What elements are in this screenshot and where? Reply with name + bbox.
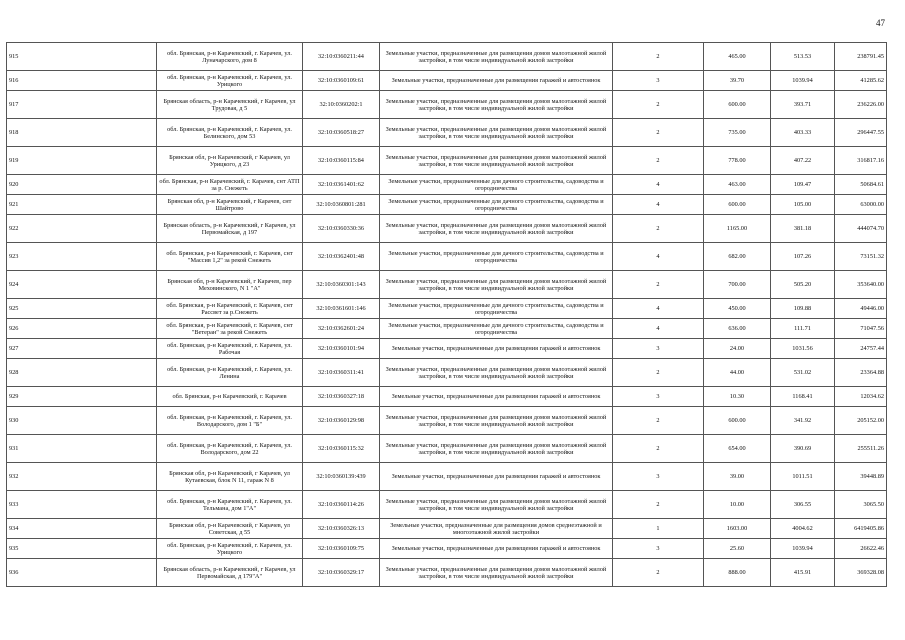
category-cell: 1 — [613, 519, 704, 539]
category-cell: 2 — [613, 407, 704, 435]
cadastral-number-cell: 32:10:0360301:143 — [303, 271, 380, 299]
category-cell: 3 — [613, 339, 704, 359]
address-cell: Брянская область, р-н Карачевский, г Карачев, ул Первомайская, д 197 — [157, 215, 303, 243]
unit-value-cell: 381.18 — [771, 215, 835, 243]
cadastral-value-cell: 26622.46 — [835, 539, 887, 559]
row-number: 923 — [7, 243, 157, 271]
cadastral-value-cell: 73151.32 — [835, 243, 887, 271]
cadastral-value-cell: 50684.61 — [835, 175, 887, 195]
address-cell: обл. Брянская, р-н Карачевский, г. Карачев, ул. Володарского, дом 1 "Б" — [157, 407, 303, 435]
area-cell: 700.00 — [704, 271, 771, 299]
cadastral-value-cell: 23364.88 — [835, 359, 887, 387]
land-use-cell: Земельные участки, предназначенные для размещения домов малоэтажной жилой застройки, в том числе индивидуальной жилой застройки — [380, 435, 613, 463]
row-number: 932 — [7, 463, 157, 491]
category-cell: 3 — [613, 71, 704, 91]
address-cell: Брянская обл, р-н Карачевский, г Карачев, пер Меховинского, N 1 "А" — [157, 271, 303, 299]
cadastral-number-cell: 32:10:0360101:94 — [303, 339, 380, 359]
address-cell: обл. Брянская, р-н Карачевский, г. Карачев, ул. Тельмана, дом 1"А" — [157, 491, 303, 519]
land-use-cell: Земельные участки, предназначенные для размещения домов малоэтажной жилой застройки, в том числе индивидуальной жилой застройки — [380, 215, 613, 243]
cadastral-value-cell: 39448.89 — [835, 463, 887, 491]
cadastral-number-cell: 32:10:0360330:36 — [303, 215, 380, 243]
category-cell: 4 — [613, 195, 704, 215]
row-number: 933 — [7, 491, 157, 519]
row-number: 917 — [7, 91, 157, 119]
land-use-cell: Земельные участки, предназначенные для дачного строительства, садоводства и огородничества — [380, 299, 613, 319]
category-cell: 3 — [613, 387, 704, 407]
table-row — [7, 559, 887, 587]
cadastral-value-cell: 238791.45 — [835, 43, 887, 71]
cadastral-number-cell: 32:10:0360311:41 — [303, 359, 380, 387]
unit-value-cell: 111.71 — [771, 319, 835, 339]
row-number: 922 — [7, 215, 157, 243]
cadastral-number-cell: 32:10:0360139:439 — [303, 463, 380, 491]
unit-value-cell: 109.47 — [771, 175, 835, 195]
table-row — [7, 43, 887, 71]
category-cell: 2 — [613, 435, 704, 463]
table-row — [7, 119, 887, 147]
unit-value-cell: 390.69 — [771, 435, 835, 463]
area-cell: 1165.00 — [704, 215, 771, 243]
row-number: 936 — [7, 559, 157, 587]
category-cell: 2 — [613, 271, 704, 299]
row-number: 925 — [7, 299, 157, 319]
cadastral-value-cell: 41285.62 — [835, 71, 887, 91]
cadastral-value-cell: 24757.44 — [835, 339, 887, 359]
category-cell: 4 — [613, 175, 704, 195]
area-cell: 888.00 — [704, 559, 771, 587]
unit-value-cell: 513.53 — [771, 43, 835, 71]
unit-value-cell: 407.22 — [771, 147, 835, 175]
row-number: 915 — [7, 43, 157, 71]
table-row — [7, 175, 887, 195]
category-cell: 3 — [613, 463, 704, 491]
area-cell: 735.00 — [704, 119, 771, 147]
cadastral-value-cell: 353640.00 — [835, 271, 887, 299]
category-cell: 2 — [613, 91, 704, 119]
category-cell: 2 — [613, 559, 704, 587]
table-row — [7, 359, 887, 387]
table-row — [7, 339, 887, 359]
cadastral-value-cell: 63000.00 — [835, 195, 887, 215]
land-use-cell: Земельные участки, предназначенные для размещения домов малоэтажной жилой застройки, в том числе индивидуальной жилой застройки — [380, 271, 613, 299]
area-cell: 1603.00 — [704, 519, 771, 539]
area-cell: 24.00 — [704, 339, 771, 359]
cadastral-value-cell: 296447.55 — [835, 119, 887, 147]
unit-value-cell: 415.91 — [771, 559, 835, 587]
unit-value-cell: 4004.62 — [771, 519, 835, 539]
land-use-cell: Земельные участки, предназначенные для размещения домов малоэтажной жилой застройки, в том числе индивидуальной жилой застройки — [380, 43, 613, 71]
table-row — [7, 407, 887, 435]
cadastral-number-cell: 32:10:0360327:18 — [303, 387, 380, 407]
address-cell: Брянская обл, р-н Карачевский, г Карачев, снт Шайтрово — [157, 195, 303, 215]
address-cell: обл. Брянская, р-н Карачевский, г. Карачев, снт "Массив 1,2" за рекой Снежеть — [157, 243, 303, 271]
table-row — [7, 195, 887, 215]
cadastral-value-cell: 236226.00 — [835, 91, 887, 119]
row-number: 916 — [7, 71, 157, 91]
unit-value-cell: 1011.51 — [771, 463, 835, 491]
category-cell: 2 — [613, 147, 704, 175]
category-cell: 2 — [613, 215, 704, 243]
table-row — [7, 215, 887, 243]
cadastral-number-cell: 32:10:0360109:61 — [303, 71, 380, 91]
table-row — [7, 319, 887, 339]
address-cell: Брянская область, р-н Карачевский, г Карачев, ул Первомайская, д 179"А" — [157, 559, 303, 587]
land-use-cell: Земельные участки, предназначенные для дачного строительства, садоводства и огородничества — [380, 175, 613, 195]
area-cell: 44.00 — [704, 359, 771, 387]
page-number: 47 — [876, 18, 885, 28]
area-cell: 465.00 — [704, 43, 771, 71]
address-cell: Брянская обл, р-н Карачевский, г Карачев, ул Кутаевская, блок N 11, гараж N 8 — [157, 463, 303, 491]
table-row — [7, 491, 887, 519]
land-use-cell: Земельные участки, предназначенные для размещения домов малоэтажной жилой застройки, в том числе индивидуальной жилой застройки — [380, 147, 613, 175]
row-number: 934 — [7, 519, 157, 539]
address-cell: Брянская область, р-н Карачевский, г Карачев, ул Трудовая, д 5 — [157, 91, 303, 119]
land-registry-table — [6, 42, 887, 587]
cadastral-number-cell: 32:10:0360115:32 — [303, 435, 380, 463]
table-row — [7, 519, 887, 539]
unit-value-cell: 1039.94 — [771, 71, 835, 91]
area-cell: 10.00 — [704, 491, 771, 519]
land-use-cell: Земельные участки, предназначенные для дачного строительства, садоводства и огородничества — [380, 195, 613, 215]
area-cell: 600.00 — [704, 195, 771, 215]
category-cell: 4 — [613, 299, 704, 319]
category-cell: 2 — [613, 359, 704, 387]
area-cell: 778.00 — [704, 147, 771, 175]
row-number: 935 — [7, 539, 157, 559]
unit-value-cell: 1168.41 — [771, 387, 835, 407]
cadastral-number-cell: 32:10:0360129:98 — [303, 407, 380, 435]
land-use-cell: Земельные участки, предназначенные для размещения домов малоэтажной жилой застройки, в том числе индивидуальной жилой застройки — [380, 407, 613, 435]
unit-value-cell: 105.00 — [771, 195, 835, 215]
row-number: 919 — [7, 147, 157, 175]
category-cell: 3 — [613, 539, 704, 559]
cadastral-number-cell: 32:10:0362401:48 — [303, 243, 380, 271]
land-use-cell: Земельные участки, предназначенные для размещения домов малоэтажной жилой застройки, в том числе индивидуальной жилой застройки — [380, 91, 613, 119]
row-number: 920 — [7, 175, 157, 195]
address-cell: обл. Брянская, р-н Карачевский, г. Карачев, снт "Ветеран" за рекой Снежеть — [157, 319, 303, 339]
row-number: 924 — [7, 271, 157, 299]
cadastral-number-cell: 32:10:0361401:62 — [303, 175, 380, 195]
area-cell: 463.00 — [704, 175, 771, 195]
unit-value-cell: 306.55 — [771, 491, 835, 519]
unit-value-cell: 393.71 — [771, 91, 835, 119]
land-use-cell: Земельные участки, предназначенные для размещения гаражей и автостоянок — [380, 71, 613, 91]
table-row — [7, 91, 887, 119]
cadastral-value-cell: 71047.56 — [835, 319, 887, 339]
table-row — [7, 435, 887, 463]
table-row — [7, 299, 887, 319]
row-number: 928 — [7, 359, 157, 387]
row-number: 931 — [7, 435, 157, 463]
land-use-cell: Земельные участки, предназначенные для размещения домов среднеэтажной и многоэтажной жилой застройки — [380, 519, 613, 539]
area-cell: 10.30 — [704, 387, 771, 407]
cadastral-number-cell: 32:10:0361601:146 — [303, 299, 380, 319]
table-body — [7, 43, 887, 587]
table-row — [7, 147, 887, 175]
address-cell: обл. Брянская, р-н Карачевский, г. Карачев, ул. Белинского, дом 53 — [157, 119, 303, 147]
category-cell: 2 — [613, 43, 704, 71]
table-row — [7, 243, 887, 271]
cadastral-value-cell: 444074.70 — [835, 215, 887, 243]
cadastral-value-cell: 12034.62 — [835, 387, 887, 407]
unit-value-cell: 531.02 — [771, 359, 835, 387]
address-cell: обл. Брянская, р-н Карачевский, г. Карачев, ул. Ленина — [157, 359, 303, 387]
address-cell: обл. Брянская, р-н Карачевский, г. Карачев, снт АТП за р. Снежеть — [157, 175, 303, 195]
unit-value-cell: 403.33 — [771, 119, 835, 147]
table-row — [7, 539, 887, 559]
address-cell: обл. Брянская, р-н Карачевский, г. Карачев, ул. Луначарского, дом 8 — [157, 43, 303, 71]
area-cell: 450.00 — [704, 299, 771, 319]
cadastral-number-cell: 32:10:0360211:44 — [303, 43, 380, 71]
address-cell: обл. Брянская, р-н Карачевский, г. Карачев, ул. Володарского, дом 22 — [157, 435, 303, 463]
row-number: 921 — [7, 195, 157, 215]
unit-value-cell: 107.26 — [771, 243, 835, 271]
land-use-cell: Земельные участки, предназначенные для размещения гаражей и автостоянок — [380, 339, 613, 359]
area-cell: 682.00 — [704, 243, 771, 271]
table-row — [7, 271, 887, 299]
cadastral-number-cell: 32:10:0360202:1 — [303, 91, 380, 119]
unit-value-cell: 505.20 — [771, 271, 835, 299]
land-use-cell: Земельные участки, предназначенные для дачного строительства, садоводства и огородничества — [380, 243, 613, 271]
address-cell: Брянская обл, р-н Карачевский, г Карачев, ул Урицкого, д 23 — [157, 147, 303, 175]
row-number: 930 — [7, 407, 157, 435]
area-cell: 600.00 — [704, 407, 771, 435]
address-cell: Брянская обл, р-н Карачевский, г Карачев, ул Советская, д 55 — [157, 519, 303, 539]
cadastral-value-cell: 205152.00 — [835, 407, 887, 435]
unit-value-cell: 109.88 — [771, 299, 835, 319]
row-number: 927 — [7, 339, 157, 359]
unit-value-cell: 1039.94 — [771, 539, 835, 559]
land-use-cell: Земельные участки, предназначенные для размещения гаражей и автостоянок — [380, 387, 613, 407]
cadastral-value-cell: 49446.00 — [835, 299, 887, 319]
cadastral-number-cell: 32:10:0360801:281 — [303, 195, 380, 215]
land-use-cell: Земельные участки, предназначенные для размещения домов малоэтажной жилой застройки, в том числе индивидуальной жилой застройки — [380, 559, 613, 587]
category-cell: 2 — [613, 119, 704, 147]
address-cell: обл. Брянская, р-н Карачевский, г. Карачев, ул. Рабочая — [157, 339, 303, 359]
cadastral-number-cell: 32:10:0360114:26 — [303, 491, 380, 519]
unit-value-cell: 1031.56 — [771, 339, 835, 359]
row-number: 926 — [7, 319, 157, 339]
cadastral-number-cell: 32:10:0360115:84 — [303, 147, 380, 175]
cadastral-value-cell: 255511.26 — [835, 435, 887, 463]
row-number: 929 — [7, 387, 157, 407]
cadastral-number-cell: 32:10:0360518:27 — [303, 119, 380, 147]
address-cell: обл. Брянская, р-н Карачевский, г. Карачев — [157, 387, 303, 407]
table-row — [7, 387, 887, 407]
address-cell: обл. Брянская, р-н Карачевский, г. Карачев, снт Рассвет за р.Снежеть — [157, 299, 303, 319]
cadastral-number-cell: 32:10:0360329:17 — [303, 559, 380, 587]
cadastral-value-cell: 316817.16 — [835, 147, 887, 175]
address-cell: обл. Брянская, р-н Карачевский, г. Карачев, ул. Урицкого — [157, 539, 303, 559]
land-use-cell: Земельные участки, предназначенные для размещения домов малоэтажной жилой застройки, в том числе индивидуальной жилой застройки — [380, 491, 613, 519]
area-cell: 636.00 — [704, 319, 771, 339]
area-cell: 39.70 — [704, 71, 771, 91]
cadastral-number-cell: 32:10:0360109:75 — [303, 539, 380, 559]
cadastral-value-cell: 369328.08 — [835, 559, 887, 587]
table-row — [7, 463, 887, 491]
area-cell: 600.00 — [704, 91, 771, 119]
cadastral-value-cell: 6419405.86 — [835, 519, 887, 539]
category-cell: 4 — [613, 319, 704, 339]
cadastral-number-cell: 32:10:0362601:24 — [303, 319, 380, 339]
cadastral-number-cell: 32:10:0360326:13 — [303, 519, 380, 539]
land-use-cell: Земельные участки, предназначенные для размещения домов малоэтажной жилой застройки, в том числе индивидуальной жилой застройки — [380, 119, 613, 147]
row-number: 918 — [7, 119, 157, 147]
land-use-cell: Земельные участки, предназначенные для дачного строительства, садоводства и огородничества — [380, 319, 613, 339]
cadastral-value-cell: 3065.50 — [835, 491, 887, 519]
land-use-cell: Земельные участки, предназначенные для размещения домов малоэтажной жилой застройки, в том числе индивидуальной жилой застройки — [380, 359, 613, 387]
category-cell: 2 — [613, 491, 704, 519]
table-row — [7, 71, 887, 91]
address-cell: обл. Брянская, р-н Карачевский, г. Карачев, ул. Урицкого — [157, 71, 303, 91]
category-cell: 4 — [613, 243, 704, 271]
area-cell: 39.00 — [704, 463, 771, 491]
area-cell: 654.00 — [704, 435, 771, 463]
area-cell: 25.60 — [704, 539, 771, 559]
unit-value-cell: 341.92 — [771, 407, 835, 435]
land-use-cell: Земельные участки, предназначенные для размещения гаражей и автостоянок — [380, 463, 613, 491]
land-use-cell: Земельные участки, предназначенные для размещения гаражей и автостоянок — [380, 539, 613, 559]
